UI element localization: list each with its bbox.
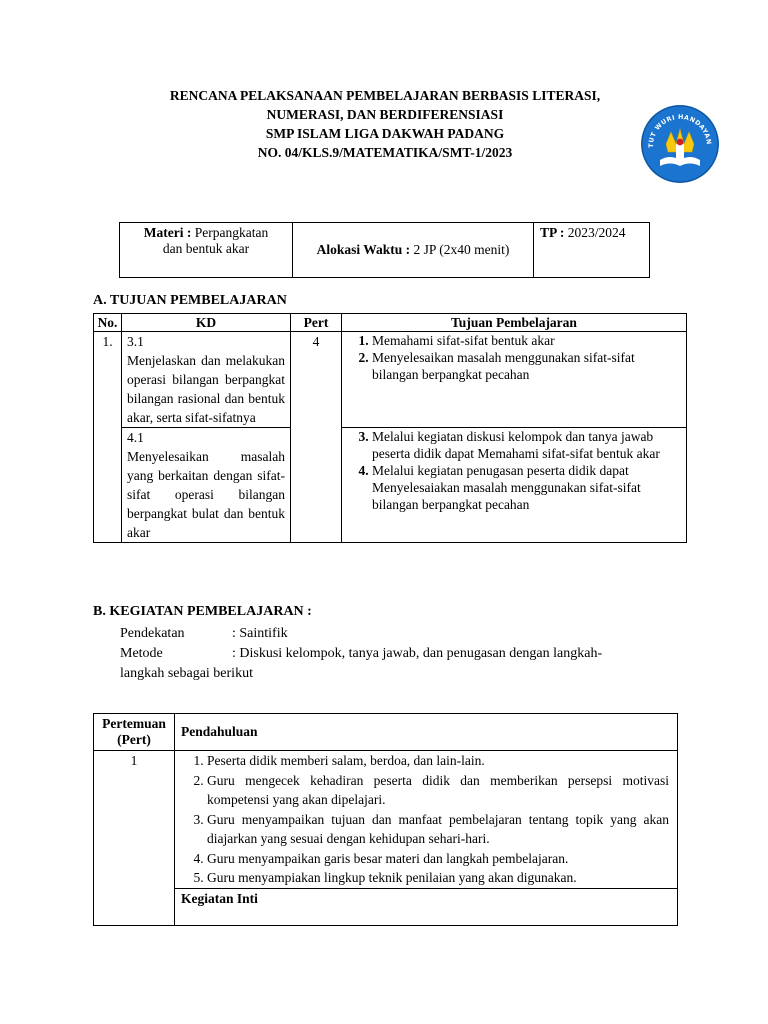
- metode-label: Metode: [120, 646, 163, 661]
- kd-text-2: Menyelesaikan masalah yang berkaitan dengan sifat-sifat operasi bilangan berpangkat bulat dan bentuk akar: [127, 449, 285, 540]
- kd-cell-1: [122, 332, 291, 428]
- kegiatan-table: [93, 713, 678, 926]
- section-a-heading: A. TUJUAN PEMBELAJARAN: [93, 293, 287, 308]
- table-row: [94, 428, 687, 543]
- list-item: 4. Guru menyampaikan garis besar materi dan langkah pembelajaran.: [207, 849, 669, 869]
- header-tujuan: Tujuan Pembelajaran: [342, 314, 687, 332]
- kegiatan-header-row: [94, 714, 678, 751]
- metode-value: : Diskusi kelompok, tanya jawab, dan penugasan dengan langkah-: [232, 646, 603, 661]
- materi-value-a: Perpangkatan: [194, 225, 269, 240]
- steps-list: [181, 751, 669, 888]
- list-item: 1. Memahami sifat-sifat bentuk akar: [372, 332, 681, 349]
- row-no: 1.: [94, 332, 122, 543]
- tp-value: 2023/2024: [567, 225, 626, 240]
- title-line-4: NO. 04/KLS.9/MATEMATIKA/SMT-1/2023: [257, 145, 513, 160]
- info-table: [119, 222, 650, 278]
- section-b-heading: B. KEGIATAN PEMBELAJARAN :: [93, 604, 312, 619]
- header-pertemuan: [94, 714, 175, 751]
- alokasi-value: 2 JP (2x40 menit): [413, 242, 510, 257]
- list-item: 5. Guru menyampiakan lingkup teknik penilaian yang akan digunakan.: [207, 868, 669, 888]
- pendekatan-label: Pendekatan: [120, 626, 185, 641]
- header-pertemuan-b: (Pert): [117, 732, 151, 747]
- header-kd: KD: [122, 314, 291, 332]
- logo-motto: TUT WURI HANDAYAN: [647, 113, 713, 148]
- list-item: 4. Melalui kegiatan penugasan peserta didik dapat Menyelesaiakan masalah menggunakan sifat-sifat bilangan berpangkat pecahan: [372, 462, 681, 513]
- list-item: 1. Peserta didik memberi salam, berdoa, dan lain-lain.: [207, 751, 669, 771]
- goal-list-1: [347, 332, 681, 383]
- title-line-2: NUMERASI, DAN BERDIFERENSIASI: [266, 107, 504, 122]
- pert-cell: 4: [291, 332, 342, 543]
- goal-cell-2: [342, 428, 687, 543]
- kd-number-1: 3.1: [127, 334, 144, 349]
- approach-block: [120, 624, 660, 684]
- meeting-number: 1: [94, 751, 175, 926]
- tp-cell: [534, 223, 650, 278]
- materi-label: Materi :: [143, 225, 192, 240]
- list-item: 3. Melalui kegiatan diskusi kelompok dan tanya jawab peserta didik dapat Memahami sifat-sifat bentuk akar: [372, 428, 681, 462]
- title-line-3: SMP ISLAM LIGA DAKWAH PADANG: [265, 126, 505, 141]
- materi-cell: [120, 223, 293, 278]
- kd-cell-2: [122, 428, 291, 543]
- kegiatan-inti-heading: Kegiatan Inti: [175, 888, 678, 925]
- tut-wuri-handayani-logo: [640, 104, 720, 184]
- pendekatan-value: : Saintifik: [232, 626, 288, 641]
- header-no: No.: [94, 314, 122, 332]
- metode-continuation: langkah sebagai berikut: [120, 666, 253, 681]
- list-item: 3. Guru menyampaikan tujuan dan manfaat pembelajaran tentang topik yang akan diajarkan yang sesuai dengan kehidupan sehari-hari.: [207, 810, 669, 849]
- kd-number-2: 4.1: [127, 430, 144, 445]
- kd-text-1: Menjelaskan dan melakukan operasi bilangan berpangkat bilangan rasional dan bentuk akar, serta sifat-sifatnya: [127, 353, 285, 425]
- table-row: [94, 888, 678, 925]
- materi-value-b: dan bentuk akar: [162, 241, 250, 256]
- header-pert: Pert: [291, 314, 342, 332]
- tujuan-table: [93, 313, 687, 543]
- table-row: [94, 751, 678, 889]
- document-title: [120, 86, 650, 162]
- goal-cell-1: [342, 332, 687, 428]
- alokasi-cell: [293, 223, 534, 278]
- tp-label: TP :: [540, 225, 565, 240]
- header-pertemuan-a: Pertemuan: [102, 716, 166, 731]
- list-item: 2. Guru mengecek kehadiran peserta didik dan memberikan persepsi motivasi kompetensi yang akan dipelajari.: [207, 771, 669, 810]
- goal-list-2: [347, 428, 681, 513]
- list-item: 2. Menyelesaikan masalah menggunakan sifat-sifat bilangan berpangkat pecahan: [372, 349, 681, 383]
- pendahuluan-steps: [175, 751, 678, 889]
- alokasi-label: Alokasi Waktu :: [316, 242, 411, 257]
- tujuan-header-row: [94, 314, 687, 332]
- title-line-1: RENCANA PELAKSANAAN PEMBELAJARAN BERBASIS LITERASI,: [169, 88, 601, 103]
- header-pendahuluan: Pendahuluan: [175, 714, 678, 751]
- table-row: [94, 332, 687, 428]
